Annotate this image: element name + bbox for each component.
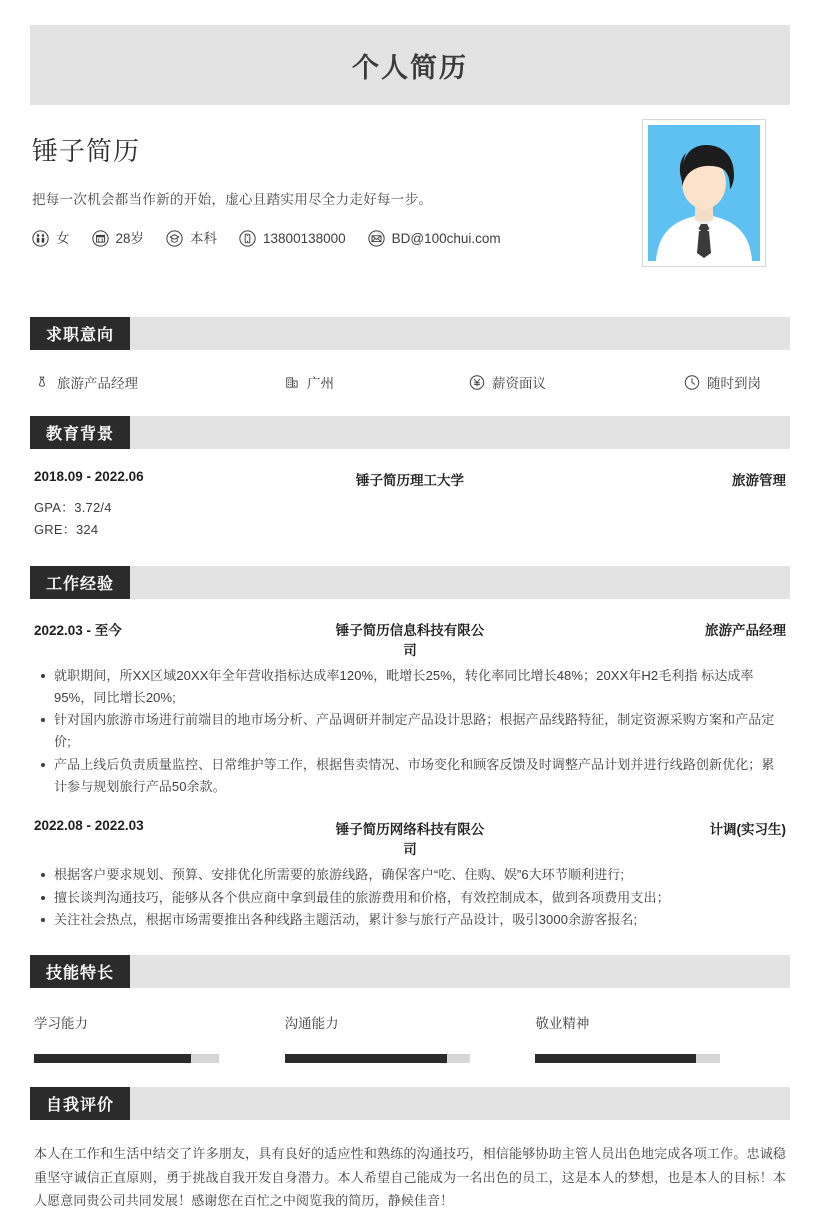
job-intention-row bbox=[30, 372, 790, 392]
section-title-education: 教育背景 bbox=[30, 416, 130, 449]
work-entry-head bbox=[34, 619, 786, 659]
info-value-education: 本科 bbox=[190, 230, 218, 246]
page-title: 个人简历 bbox=[352, 52, 468, 83]
info-value-phone: 13800138000 bbox=[263, 230, 346, 246]
skill-progress-fill bbox=[34, 1054, 191, 1063]
profile-details bbox=[30, 123, 630, 247]
work-entry-head bbox=[34, 818, 786, 858]
skill-progress-track bbox=[285, 1054, 470, 1063]
info-item-education bbox=[166, 230, 217, 247]
section-title-self-evaluation: 自我评价 bbox=[30, 1087, 130, 1120]
person-name: 锤子简历 bbox=[32, 136, 141, 166]
education-gpa: GPA：3.72/4 bbox=[34, 500, 112, 515]
tie-icon bbox=[34, 374, 50, 391]
skill-progress-fill bbox=[535, 1054, 696, 1063]
work-bullet: 关注社会热点，根据市场需要推出各种线路主题活动，累计参与旅行产品设计，吸引3000余游客报名; bbox=[54, 909, 786, 931]
skill-progress-track bbox=[34, 1054, 219, 1063]
calendar-icon bbox=[92, 230, 109, 247]
contact-info-row bbox=[32, 230, 630, 247]
work-entry bbox=[30, 619, 790, 798]
section-job-intention bbox=[30, 317, 790, 392]
section-self-evaluation bbox=[30, 1087, 790, 1213]
work-period: 2022.03 - 至今 bbox=[34, 622, 122, 638]
city-icon bbox=[284, 374, 300, 391]
info-item-age bbox=[92, 230, 145, 247]
job-intention-city bbox=[284, 372, 469, 392]
profile-header bbox=[30, 123, 790, 293]
personal-motto: 把每一次机会都当作新的开始，虚心且踏实用尽全力走好每一步。 bbox=[32, 192, 433, 207]
education-entry bbox=[30, 469, 790, 542]
education-gre: GRE：324 bbox=[34, 522, 99, 538]
info-value-gender: 女 bbox=[56, 230, 70, 246]
email-icon bbox=[368, 230, 385, 247]
work-bullet: 针对国内旅游市场进行前端目的地市场分析、产品调研并制定产品设计思路；根据产品线路特征，制定资源采购方案和产品定价; bbox=[54, 709, 786, 753]
info-item-gender bbox=[32, 230, 70, 247]
skill-name: 沟通能力 bbox=[284, 1016, 339, 1032]
work-bullet: 擅长谈判沟通技巧，能够从各个供应商中拿到最佳的旅游费用和价格，有效控制成本，做到各项费用支出； bbox=[54, 887, 786, 909]
work-entry bbox=[30, 818, 790, 931]
skill-name: 学习能力 bbox=[34, 1016, 88, 1032]
education-school: 锤子简历理工大学 bbox=[356, 473, 464, 488]
self-evaluation-text: 本人在工作和生活中结交了许多朋友，具有良好的适应性和熟练的沟通技巧，相信能够协助主管人员出色地完成各项工作。忠诚稳重坚守诚信正直原则，勇于挑战自我开发自身潜力。本人希望自己能成为一名出色的员工，这是本人的梦想，也是本人的目标！本人愿意同贵公司共同发展！感谢您在百忙之中阅览我的简历，静候佳音！ bbox=[34, 1146, 786, 1209]
info-item-phone bbox=[239, 230, 346, 247]
job-intention-city-value: 广州 bbox=[307, 376, 334, 391]
job-intention-availability-value: 随时到岗 bbox=[707, 376, 761, 391]
work-period: 2022.08 - 2022.03 bbox=[34, 817, 144, 833]
salary-icon bbox=[469, 374, 485, 391]
avatar bbox=[648, 125, 760, 261]
skill-item bbox=[535, 1012, 786, 1063]
work-bullet: 就职期间，所XX区域20XX年全年营收指标达成率120%，毗增长25%，转化率同比增长48%；20XX年H2毛利指 标达成率95%，同比增长20%; bbox=[54, 665, 786, 709]
education-entry-head bbox=[34, 469, 786, 489]
work-bullets bbox=[34, 864, 786, 931]
job-intention-position-value: 旅游产品经理 bbox=[57, 376, 138, 391]
education-icon bbox=[166, 230, 183, 247]
job-intention-availability bbox=[684, 372, 761, 392]
info-value-age: 28岁 bbox=[115, 230, 145, 246]
document-title-banner bbox=[30, 25, 790, 105]
skill-item bbox=[285, 1012, 536, 1063]
work-bullets bbox=[34, 665, 786, 798]
skill-name: 敬业精神 bbox=[535, 1016, 590, 1032]
work-position: 旅游产品经理 bbox=[705, 622, 786, 638]
job-intention-salary-value: 薪资面议 bbox=[492, 376, 546, 391]
education-period: 2018.09 - 2022.06 bbox=[34, 469, 144, 484]
skill-progress-track bbox=[535, 1054, 720, 1063]
work-bullet: 根据客户要求规划、预算、安排优化所需要的旅游线路，确保客户“吃、住购、娱”6大环节顺利进行; bbox=[54, 864, 786, 886]
info-item-email bbox=[368, 230, 501, 247]
skill-item bbox=[34, 1012, 285, 1063]
section-work-experience bbox=[30, 566, 790, 931]
section-header-job-intention bbox=[30, 317, 790, 350]
phone-icon bbox=[239, 230, 256, 247]
work-bullet: 产品上线后负责质量监控、日常维护等工作，根据售卖情况、市场变化和顾客反馈及时调整产品计划并进行线路创新优化；累计参与规划旅行产品50余款。 bbox=[54, 754, 786, 798]
section-education bbox=[30, 416, 790, 542]
education-details bbox=[34, 497, 786, 542]
section-header-skills bbox=[30, 955, 790, 988]
section-skills bbox=[30, 955, 790, 1063]
work-position: 计调(实习生) bbox=[709, 821, 786, 837]
job-intention-position bbox=[34, 372, 284, 392]
job-intention-salary bbox=[469, 372, 684, 392]
skill-progress-fill bbox=[285, 1054, 448, 1063]
skills-list bbox=[30, 1012, 790, 1063]
section-title-job-intention: 求职意向 bbox=[30, 317, 130, 350]
section-title-work-experience: 工作经验 bbox=[30, 566, 130, 599]
education-major: 旅游管理 bbox=[732, 473, 786, 488]
section-header-work-experience bbox=[30, 566, 790, 599]
info-value-email: BD@100chui.com bbox=[391, 230, 501, 246]
section-title-skills: 技能特长 bbox=[30, 955, 130, 988]
gender-icon bbox=[32, 230, 49, 247]
clock-icon bbox=[684, 374, 700, 391]
section-header-education bbox=[30, 416, 790, 449]
section-header-self-evaluation bbox=[30, 1087, 790, 1120]
resume-page bbox=[0, 25, 820, 1209]
work-company: 锤子简历网络科技有限公司 bbox=[335, 821, 485, 857]
work-company: 锤子简历信息科技有限公司 bbox=[335, 622, 485, 658]
profile-photo-frame bbox=[642, 119, 766, 267]
